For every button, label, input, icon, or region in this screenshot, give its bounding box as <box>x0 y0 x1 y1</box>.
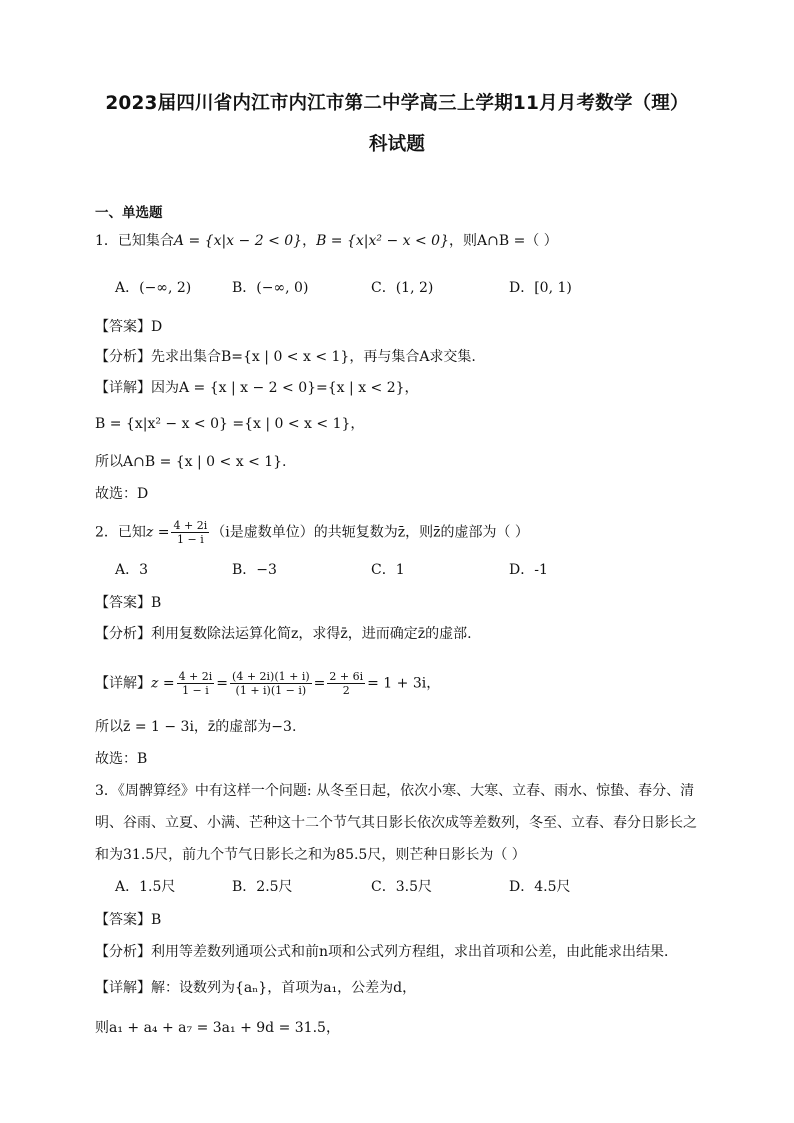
q3-analysis-tag: 【分析】 <box>95 944 151 960</box>
q3-detail <box>95 978 416 998</box>
q1-stem-prefix: 1．已知集合 <box>95 233 174 249</box>
document-title-line-2: 科试题 <box>368 134 426 155</box>
q2-stem-prefix: 2．已知 <box>95 524 146 541</box>
q2-answer-value: B <box>151 595 162 611</box>
q2-option-d: D．-1 <box>509 562 548 578</box>
q2-f1-num: 4 + 2i <box>178 670 213 683</box>
q2-detail-tag: 【详解】 <box>95 675 151 692</box>
q1-set-b: B = {x|x² − x < 0} <box>316 233 449 249</box>
q1-answer-tag: 【答案】 <box>95 319 151 335</box>
q3-stem-line-3: 和为31.5尺，前九个节气日影长之和为85.5尺，则芒种日影长为（ ） <box>95 847 526 863</box>
q2-f2-den: (1 + i)(1 − i) <box>235 684 307 697</box>
q2-f3-den: 2 <box>342 684 350 697</box>
q3-answer-value: B <box>151 912 162 928</box>
q3-answer <box>95 910 161 930</box>
q2-analysis-tag: 【分析】 <box>95 626 151 642</box>
q1-option-a: A．(−∞, 2) <box>115 280 192 296</box>
q2-option-a: A．3 <box>115 562 149 578</box>
q2-answer <box>95 593 161 613</box>
q3-option-b: B．2.5尺 <box>232 879 293 895</box>
q1-stem <box>95 231 558 251</box>
q2-option-b: B．−3 <box>232 562 277 578</box>
q3-option-c: C．3.5尺 <box>371 879 432 895</box>
q2-f1-den: 1 − i <box>182 684 209 697</box>
q1-analysis-tag: 【分析】 <box>95 349 151 365</box>
q1-answer <box>95 317 162 337</box>
q3-detail-line-1: 解：设数列为{aₙ}，首项为a₁，公差为d， <box>151 980 417 996</box>
q2-detail: 【详解】z = $\frac{4 + 2i}{1 - i}$ = $\frac{(4 + 2i)(1 + i)}{(1 + i)(1 - i)}$ = $\frac{2 + 6i}{2}$ = 1 + 3i， <box>95 670 441 697</box>
document-title-line-1: 2023届四川省内江市内江市第二中学高三上学期11月月考数学（理） <box>105 93 689 114</box>
section-heading: 一、单选题 <box>95 205 163 221</box>
q2-stem-frac-num: 4 + 2i <box>173 519 208 532</box>
q2-stem <box>95 519 529 546</box>
q2-analysis-text: 利用复数除法运算化简z，求得z̄，进而确定z̄的虚部. <box>151 626 472 642</box>
q2-option-c: C．1 <box>371 562 405 578</box>
q3-detail-line-2: 则a₁ + a₄ + a₇ = 3a₁ + 9d = 31.5， <box>95 1020 340 1036</box>
q1-analysis <box>95 347 476 367</box>
q2-analysis <box>95 624 472 644</box>
q1-detail-line-3: 所以A∩B = {x | 0 < x < 1}. <box>95 454 287 470</box>
q3-stem-line-1: 3．《周髀算经》中有这样一个问题: 从冬至日起，依次小寒、大寒、立春、雨水、惊蛰、春分、清 <box>95 783 695 799</box>
q1-set-a: A = {x|x − 2 < 0} <box>173 233 303 249</box>
q3-option-d: D．4.5尺 <box>509 879 571 895</box>
q1-detail-tag: 【详解】 <box>95 380 151 396</box>
q1-conclusion: 故选：D <box>95 486 149 502</box>
q2-z-eq: z = <box>145 524 170 541</box>
q2-detail-lhs: z = <box>151 675 175 692</box>
q1-detail-line-1: 因为A = {x | x − 2 < 0}={x | x < 2}， <box>151 380 419 396</box>
q2-answer-tag: 【答案】 <box>95 595 151 611</box>
q1-answer-value: D <box>151 319 163 335</box>
q3-analysis-text: 利用等差数列通项公式和前n项和公式列方程组，求出首项和公差，由此能求出结果． <box>151 944 679 960</box>
q2-detail-fraction-1 <box>177 670 215 697</box>
q1-option-c: C．(1, 2) <box>371 280 434 296</box>
q2-detail-rhs: = 1 + 3i， <box>367 675 441 692</box>
q1-separator: ， <box>302 233 317 249</box>
q2-f3-num: 2 + 6i <box>329 670 364 683</box>
q1-option-d: D．[0, 1) <box>509 280 572 296</box>
q3-answer-tag: 【答案】 <box>95 912 151 928</box>
q2-detail-line-2: 所以z̄ = 1 − 3i，z̄的虚部为−3. <box>95 719 297 735</box>
q2-detail-fraction-3 <box>327 670 365 697</box>
q2-detail-fraction-2 <box>230 670 312 697</box>
q1-detail <box>95 378 419 398</box>
q3-detail-tag: 【详解】 <box>95 980 151 996</box>
q1-ask: ，则A∩B =（ ） <box>448 233 558 249</box>
q3-stem-line-2: 明、谷雨、立夏、小满、芒种这十二个节气其日影长依次成等差数列，冬至、立春、春分日影长之 <box>95 815 697 831</box>
q1-option-b: B．(−∞, 0) <box>232 280 309 296</box>
q2-stem-suffix: （i是虚数单位）的共轭复数为z̄，则z̄的虚部为（ ） <box>211 524 529 541</box>
q2-conclusion: 故选：B <box>95 751 148 767</box>
q1-detail-line-2: B = {x|x² − x < 0} ={x | 0 < x < 1}， <box>95 416 365 432</box>
q2-stem-frac-den: 1 − i <box>176 533 204 546</box>
q3-option-a: A．1.5尺 <box>115 879 176 895</box>
q3-analysis <box>95 942 678 962</box>
q2-stem-fraction <box>171 519 209 546</box>
q2-f2-num: (4 + 2i)(1 + i) <box>232 670 310 683</box>
q1-analysis-text: 先求出集合B={x | 0 < x < 1}，再与集合A求交集. <box>151 349 476 365</box>
